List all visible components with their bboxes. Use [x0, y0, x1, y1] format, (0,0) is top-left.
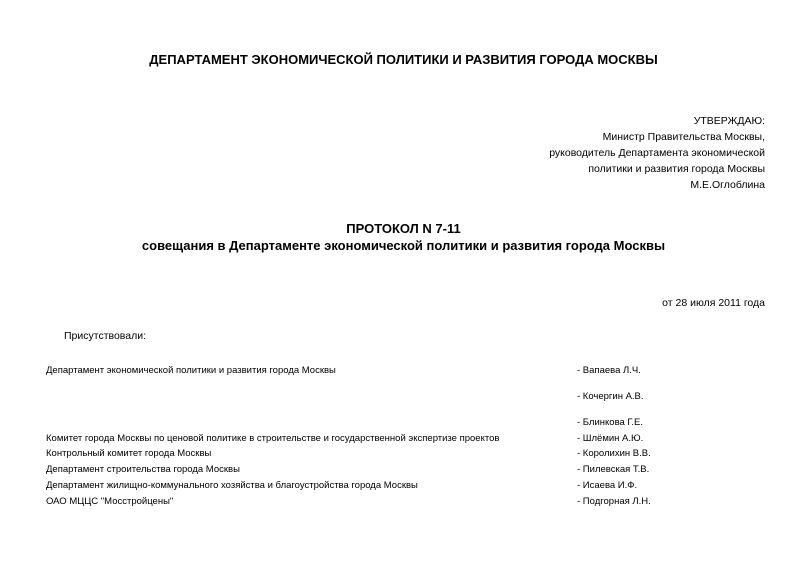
attendees-label: Присутствовали:: [64, 330, 147, 342]
approval-line: политики и развития города Москвы: [588, 163, 765, 175]
attendee-person: - Королихин В.В.: [577, 448, 651, 459]
approval-line: руководитель Департамента экономической: [549, 147, 765, 159]
attendee-org: ОАО МЦЦС "Мосстройцены": [46, 496, 174, 507]
attendee-person: - Вапаева Л.Ч.: [577, 365, 641, 376]
approval-line: Министр Правительства Москвы,: [602, 131, 765, 143]
attendee-person: - Кочергин А.В.: [577, 391, 644, 402]
attendee-org: Комитет города Москвы по ценовой политике в строительстве и государственной экспертизе проектов: [46, 433, 500, 444]
attendee-person: - Блинкова Г.Е.: [577, 417, 644, 428]
attendee-org: Департамент строительства города Москвы: [46, 464, 240, 475]
attendee-person: - Исаева И.Ф.: [577, 480, 638, 491]
attendee-person: - Пилевская Т.В.: [577, 464, 650, 475]
attendee-person: - Подгорная Л.Н.: [577, 496, 651, 507]
approval-line: М.Е.Оглоблина: [690, 179, 765, 191]
department-header: ДЕПАРТАМЕНТ ЭКОНОМИЧЕСКОЙ ПОЛИТИКИ И РАЗВИТИЯ ГОРОДА МОСКВЫ: [149, 52, 658, 67]
attendee-org: Департамент экономической политики и развития города Москвы: [46, 365, 336, 376]
attendee-org: Контрольный комитет города Москвы: [46, 448, 212, 459]
approval-line: УТВЕРЖДАЮ:: [693, 115, 765, 127]
protocol-date: от 28 июля 2011 года: [662, 297, 765, 309]
attendee-person: - Шлёмин А.Ю.: [577, 433, 644, 444]
approval-block: [549, 113, 765, 193]
attendee-org: Департамент жилищно-коммунального хозяйства и благоустройства города Москвы: [46, 480, 418, 491]
protocol-title: ПРОТОКОЛ N 7-11: [346, 221, 461, 236]
protocol-subtitle: совещания в Департаменте экономической политики и развития города Москвы: [141, 238, 666, 253]
protocol-title-block: [0, 220, 807, 254]
